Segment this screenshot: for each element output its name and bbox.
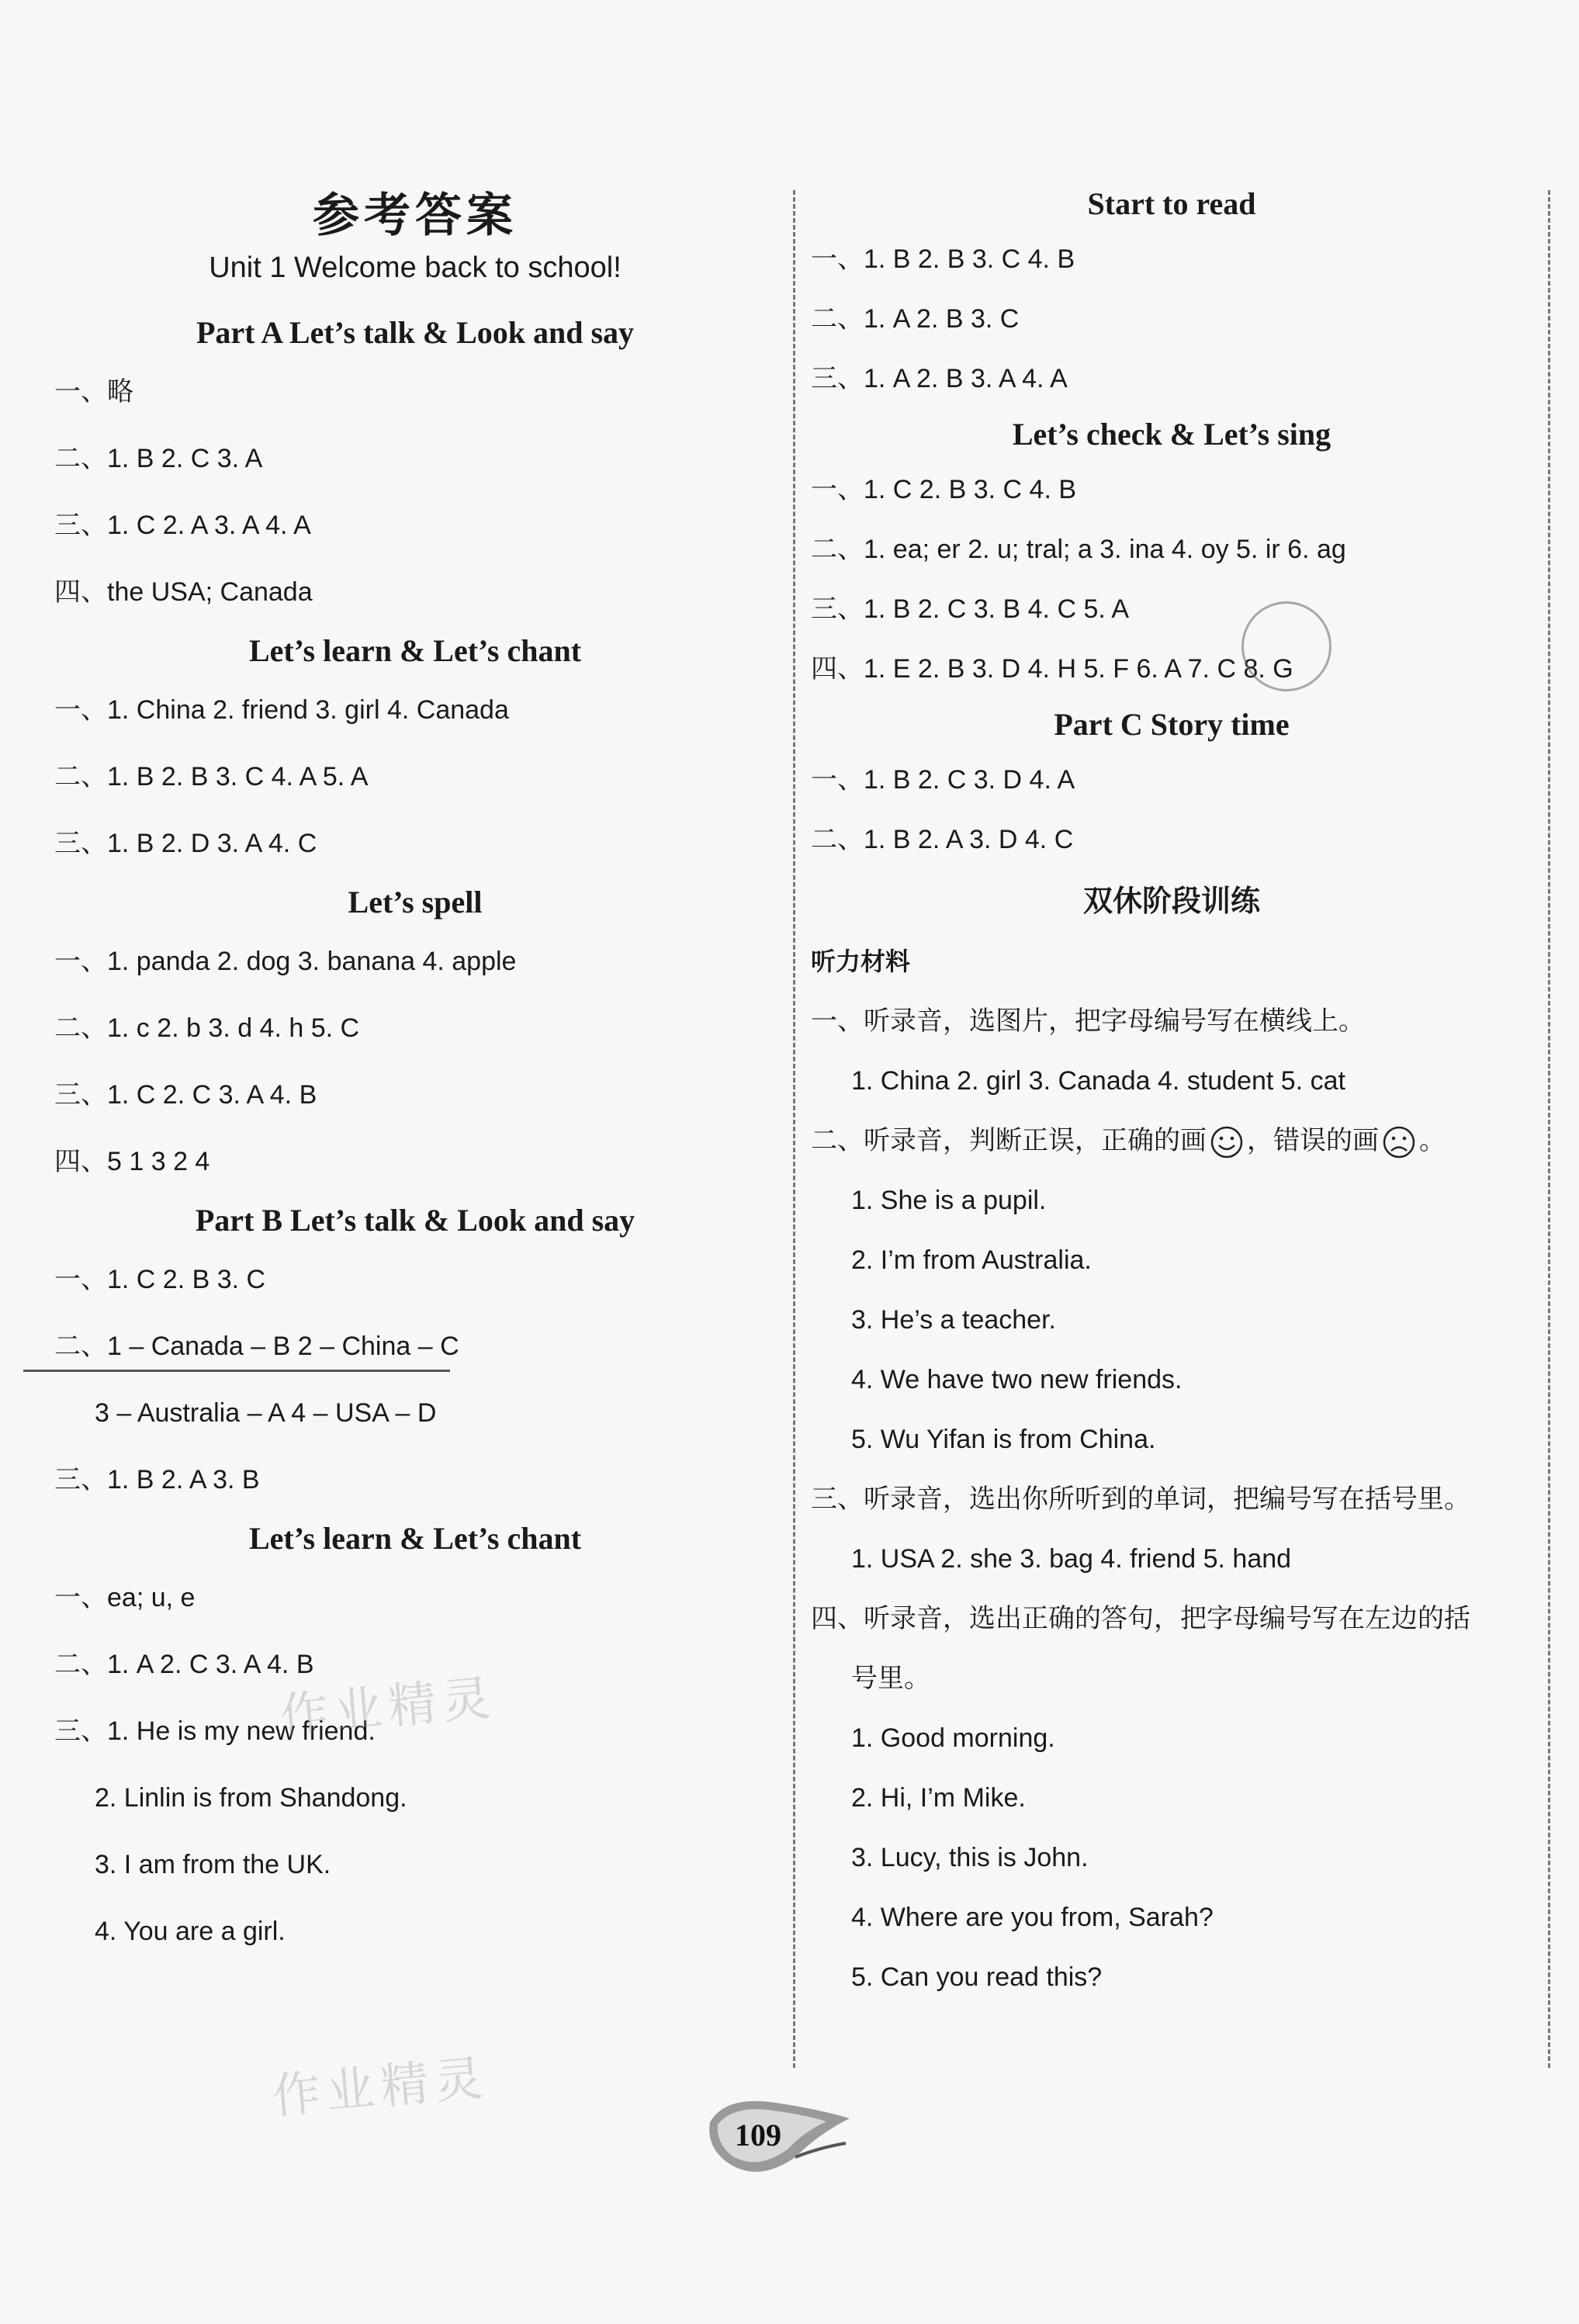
- answer-line: 一、1. B 2. B 3. C 4. B: [811, 244, 1075, 274]
- answer-line: 三、1. B 2. C 3. B 4. C 5. A: [811, 594, 1130, 624]
- answer-line: 5. Can you read this?: [851, 1962, 1103, 1992]
- section-heading: Part C Story time: [1054, 707, 1290, 742]
- answer-line: 三、1. C 2. A 3. A 4. A: [54, 511, 311, 540]
- question-line: 一、听录音，选图片，把字母编号写在横线上。: [811, 1006, 1365, 1036]
- question-text: ，错误的画: [1247, 1126, 1379, 1155]
- answer-line: 三、1. He is my new friend.: [54, 1716, 376, 1746]
- answer-line: 二、1. A 2. B 3. C: [811, 304, 1020, 334]
- answer-line: 一、1. panda 2. dog 3. banana 4. apple: [54, 947, 517, 976]
- section-heading: Start to read: [1087, 186, 1256, 221]
- listening-title: 听力材料: [811, 947, 911, 975]
- question-text: 。: [1419, 1126, 1446, 1155]
- answer-line: 一、1. B 2. C 3. D 4. A: [811, 765, 1075, 795]
- answer-line: 1. Good morning.: [851, 1723, 1055, 1753]
- answer-line: 二、1. c 2. b 3. d 4. h 5. C: [54, 1013, 360, 1043]
- answer-line: 三、1. C 2. C 3. A 4. B: [54, 1080, 317, 1110]
- section-heading-weekend: 双休阶段训练: [1082, 884, 1260, 918]
- answer-line: 一、1. C 2. B 3. C: [54, 1265, 266, 1294]
- answer-line: 三、1. B 2. A 3. B: [54, 1465, 260, 1494]
- answer-line: 一、略: [54, 377, 133, 407]
- answer-line: 2. I’m from Australia.: [851, 1245, 1092, 1275]
- answer-line: 二、1. A 2. C 3. A 4. B: [54, 1650, 314, 1679]
- column-divider: [793, 190, 795, 2068]
- right-column: [811, 178, 1532, 2007]
- section-heading: Part B Let’s talk & Look and say: [195, 1203, 635, 1238]
- section-heading: Part A Let’s talk & Look and say: [196, 315, 635, 350]
- section-heading: Let’s check & Let’s sing: [1012, 417, 1331, 452]
- answer-line: 3. Lucy, this is John.: [851, 1843, 1089, 1872]
- answer-line: 二、1. B 2. A 3. D 4. C: [811, 825, 1074, 854]
- unit-title: Unit 1 Welcome back to school!: [209, 251, 622, 284]
- answer-line: 1. China 2. girl 3. Canada 4. student 5. cat: [851, 1066, 1345, 1096]
- page-number: 109: [735, 2118, 781, 2153]
- page-title: 参考答案: [313, 189, 518, 243]
- watermark: 作业精灵: [269, 2049, 492, 2125]
- sad-face-icon: [1382, 1125, 1416, 1159]
- answer-line: 1. USA 2. she 3. bag 4. friend 5. hand: [851, 1544, 1292, 1574]
- stamp-seal-icon: [1241, 601, 1331, 691]
- answer-line: 三、1. A 2. B 3. A 4. A: [811, 364, 1068, 393]
- answer-line: 1. She is a pupil.: [851, 1186, 1047, 1215]
- answer-line: 3 – Australia – A 4 – USA – D: [95, 1398, 437, 1428]
- answer-line: 三、1. B 2. D 3. A 4. C: [54, 829, 317, 858]
- answer-line: 一、1. China 2. friend 3. girl 4. Canada: [54, 695, 509, 725]
- answer-line: 一、ea; u, e: [54, 1583, 196, 1612]
- section-heading: Let’s learn & Let’s chant: [248, 633, 582, 668]
- pen-mark-line: [23, 1370, 450, 1372]
- section-heading: Let’s learn & Let’s chant: [248, 1521, 582, 1556]
- question-line: [811, 1111, 1532, 1171]
- answer-line: 4. Where are you from, Sarah?: [851, 1903, 1214, 1932]
- answer-line: 二、1. B 2. B 3. C 4. A 5. A: [54, 762, 369, 791]
- question-line-cont: 号里。: [851, 1664, 930, 1693]
- answer-line: 二、1. B 2. C 3. A: [54, 444, 263, 473]
- question-text: 二、听录音，判断正误，正确的画: [811, 1126, 1207, 1155]
- section-heading: Let’s spell: [348, 885, 483, 920]
- answer-line: 5. Wu Yifan is from China.: [851, 1425, 1156, 1454]
- answer-line: 一、1. C 2. B 3. C 4. B: [811, 475, 1077, 504]
- answer-line: 2. Linlin is from Shandong.: [95, 1783, 407, 1813]
- page-number-badge: [702, 2087, 857, 2180]
- answer-line: 4. We have two new friends.: [851, 1365, 1183, 1394]
- watermark: 作业精灵: [277, 1668, 500, 1745]
- question-line: 四、听录音，选出正确的答句，把字母编号写在左边的括: [811, 1604, 1470, 1633]
- smile-face-icon: [1210, 1125, 1244, 1159]
- question-line: 三、听录音，选出你所听到的单词，把编号写在括号里。: [811, 1484, 1470, 1514]
- answer-line: 二、1 – Canada – B 2 – China – C: [54, 1332, 459, 1361]
- right-edge-divider: [1548, 190, 1550, 2068]
- answer-line: 3. I am from the UK.: [95, 1850, 331, 1879]
- answer-line: 四、the USA; Canada: [54, 577, 313, 607]
- answer-line: 3. He’s a teacher.: [851, 1305, 1056, 1335]
- answer-line: 四、1. E 2. B 3. D 4. H 5. F 6. A 7. C 8. G: [811, 654, 1293, 684]
- answer-line: 2. Hi, I’m Mike.: [851, 1783, 1026, 1813]
- answer-line: 二、1. ea; er 2. u; tral; a 3. ina 4. oy 5. ir 6. ag: [811, 535, 1346, 564]
- answer-line: 四、5 1 3 2 4: [54, 1147, 210, 1176]
- answer-line: 4. You are a girl.: [95, 1917, 286, 1946]
